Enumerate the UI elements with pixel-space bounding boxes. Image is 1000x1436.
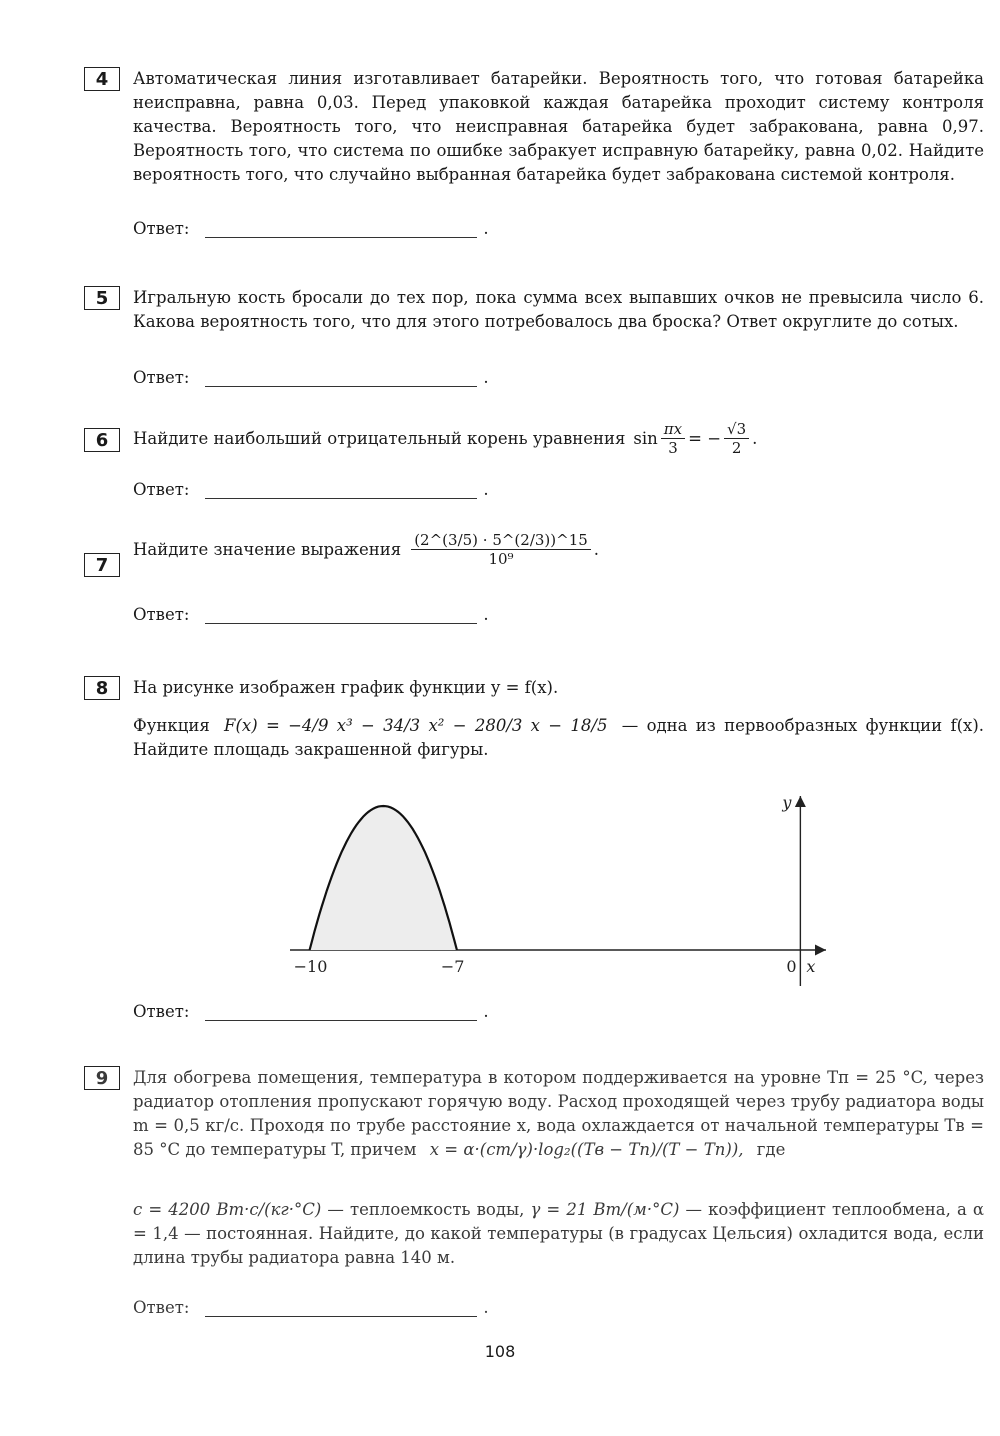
equation-fraction: $\frac{\pi x}{3}$ <box>661 420 685 457</box>
y-axis-label: y <box>782 793 792 812</box>
answer-row: Ответ: . <box>133 605 489 624</box>
answer-row: Ответ: . <box>133 480 489 499</box>
task-number: 8 <box>84 676 120 700</box>
page-number: 108 <box>484 1342 516 1361</box>
task-text: Найдите наибольший отрицательный корень уравнения sin $\frac{\pi x}{3}$ = − $\frac{√3}{2}$ . <box>133 420 758 457</box>
task-number: 9 <box>84 1066 120 1090</box>
formula-x: x = α·(cm/γ)·log₂((Tв − Tп)/(T − Tп)), <box>429 1140 744 1159</box>
answer-label: Ответ: <box>133 1002 190 1021</box>
answer-row: Ответ: . <box>133 219 489 238</box>
task-number: 5 <box>84 286 120 310</box>
answer-label: Ответ: <box>133 219 190 238</box>
task-6 <box>84 420 984 508</box>
expression-fraction: $\frac{(2\^{}(3/5) \cdot 5\^{}(2/3))\^{}15}{\text{10⁹}}$ <box>411 531 591 568</box>
task-text-1: Для обогрева помещения, температура в котором поддерживается на уровне Tп = 25 °C, через радиатор отопления пропускают горячую воду. Расход проходящей через трубу радиатора воды m = 0,5 кг/с. Проходя по трубе расстояние x, вода охлаждается от начальной температуры Tв = 85 °C до температуры T, причем x = α·(cm/γ)·log₂((Tв − Tп)/(T − Tп)), где <box>133 1068 984 1159</box>
answer-field[interactable] <box>205 480 477 499</box>
answer-field[interactable] <box>205 368 477 387</box>
answer-label: Ответ: <box>133 368 190 387</box>
answer-row: Ответ: . <box>133 1002 489 1021</box>
task-text-2: c = 4200 Вт·с/(кг·°C) — теплоемкость воды, γ = 21 Вт/(м·°C) — коэффициент теплообмена, а α = 1,4 — постоянная. Найдите, до какой температуры (в градусах Цельсия) охладится вода, если длина трубы радиатора равна 140 м. <box>133 1200 985 1267</box>
formula-c: c = 4200 Вт·с/(кг·°C) <box>133 1200 322 1219</box>
answer-field[interactable] <box>205 219 477 238</box>
function-graph <box>280 790 840 990</box>
answer-label: Ответ: <box>133 605 190 624</box>
antiderivative-formula: F(x) = −4/9 x³ − 34/3 x² − 280/3 x − 18/5 <box>224 716 608 735</box>
task-text-2: Функция F(x) = −4/9 x³ − 34/3 x² − 280/3 x − 18/5 — одна из первообразных функции f(x). Найдите площадь закрашенной фигуры. <box>133 716 985 759</box>
answer-label: Ответ: <box>133 480 190 499</box>
task-text: Игральную кость бросали до тех пор, пока сумма всех выпавших очков не превысила число 6. Какова вероятность того, что для этого потребовалось два броска? Ответ округлите до сотых. <box>133 288 984 331</box>
x-axis-label: x <box>806 957 816 976</box>
x-tick-label: 0 <box>786 957 797 976</box>
task-9 <box>84 1066 984 1326</box>
answer-field[interactable] <box>205 605 477 624</box>
task-number: 4 <box>84 67 120 91</box>
answer-field[interactable] <box>205 1002 477 1021</box>
answer-field[interactable] <box>205 1298 477 1317</box>
x-tick-label: −7 <box>440 957 465 976</box>
x-tick-label: −10 <box>293 957 328 976</box>
task-5 <box>84 286 984 396</box>
task-number: 7 <box>84 553 120 577</box>
answer-row: Ответ: . <box>133 368 489 387</box>
task-text-1: На рисунке изображен график функции y = f(x). <box>133 678 559 697</box>
rhs-fraction: $\frac{√3}{2}$ <box>724 420 749 457</box>
task-text: Найдите значение выражения $\frac{(2\^{}(3/5) \cdot 5\^{}(2/3))\^{}15}{\text{10⁹}}$ . <box>133 531 600 568</box>
task-4 <box>84 67 984 247</box>
task-number: 6 <box>84 428 120 452</box>
answer-row: Ответ: . <box>133 1298 489 1317</box>
task-7 <box>84 531 984 633</box>
task-text: Автоматическая линия изготавливает батарейки. Вероятность того, что готовая батарейка неисправна, равна 0,03. Перед упаковкой каждая батарейка проходит систему контроля качества. Вероятность того, что неисправная батарейка будет забракована, равна 0,97. Вероятность того, что система по ошибке забракует исправную батарейку, равна 0,02. Найдите вероятность того, что случайно выбранная батарейка будет забракована системой контроля. <box>133 69 984 184</box>
answer-label: Ответ: <box>133 1298 190 1317</box>
formula-gamma: γ = 21 Вт/(м·°C) <box>530 1200 680 1219</box>
